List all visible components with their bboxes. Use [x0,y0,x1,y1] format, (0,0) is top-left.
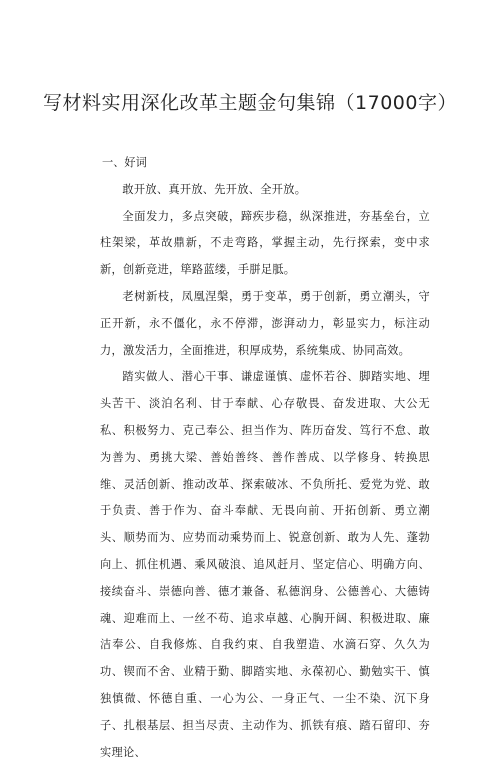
paragraph-4: 踏实做人、潜心干事、谦虚谨慎、虚怀若谷、脚踏实地、埋头苦干、淡泊名利、甘于奉献、心存敬畏、奋发进取、大公无私、积极努力、克己奉公、担当作为、阵历奋发、笃行不怠、敢为善为、勇挑大梁、善始善终、善作善成、以学修身、转换思维、灵活创新、推动改革、探索破冰、不负所托、爱党为党、敢于负责、善于作为、奋斗奉献、无畏向前、开拓创新、勇立潮头、顺势而为、应势而动乘势而上、锐意创新、敢为人先、蓬勃向上、抓住机遇、乘风破浪、追风赶月、坚定信心、明确方向、接续奋斗、崇德向善、德才兼备、私德润身、公德善心、大德铸魂、迎难而上、一丝不苟、追求卓越、心胸开阔、积极进取、廉洁奉公、自我修炼、自我约束、自我塑造、水滴石穿、久久为功、锲而不舍、业精于勤、脚踏实地、永葆初心、勤勉实干、慎独慎微、怀德自重、一心为公、一身正气、一尘不染、沉下身子、扎根基层、担当尽责、主动作为、抓铁有痕、踏石留印、夯实理论、 [100,370,430,759]
paragraph-1: 敢开放、真开放、先开放、全开放。 [122,182,307,196]
document-title: 写材料实用深化改革主题金句集锦（17000字） [43,92,457,114]
paragraph-3: 老树新枝，凤凰涅槃，勇于变革，勇于创新，勇立潮头，守正开新，永不僵化，永不停滞，澎湃动力，彰显实力，标注动力，激发活力，全面推进，积厚成势，系统集成、协同高效。 [100,289,430,357]
section-heading: 一、好词 [102,156,147,169]
paragraph-2: 全面发力，多点突破，蹄疾步稳，纵深推进，夯基垒台，立柱架梁，革故鼎新，不走弯路，掌握主动，先行探索，变中求新，创新竞进，筚路蓝缕，手胼足胝。 [100,209,430,277]
document-body [100,150,430,766]
